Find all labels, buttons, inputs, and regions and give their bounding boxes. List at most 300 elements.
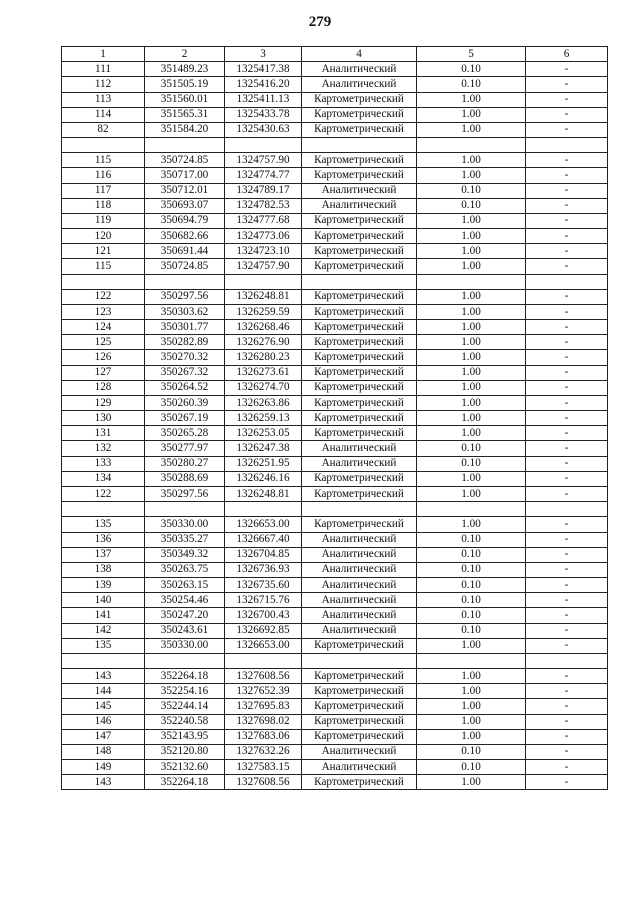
- table-row: [62, 684, 608, 699]
- table-cell: 123: [62, 304, 145, 319]
- table-cell: Аналитический: [302, 547, 417, 562]
- table-cell: -: [526, 395, 608, 410]
- table-row: [62, 517, 608, 532]
- table-cell: 114: [62, 107, 145, 122]
- table-row: [62, 578, 608, 593]
- table-row: [62, 107, 608, 122]
- table-cell: Картометрический: [302, 92, 417, 107]
- table-cell: 141: [62, 608, 145, 623]
- table-cell: 116: [62, 168, 145, 183]
- table-cell: 0.10: [417, 608, 526, 623]
- table-cell: 1324782.53: [225, 198, 302, 213]
- table-cell: 350280.27: [145, 456, 225, 471]
- table-cell: 139: [62, 578, 145, 593]
- table-cell: 352264.18: [145, 775, 225, 790]
- table-cell: 350270.32: [145, 350, 225, 365]
- table-cell: 1327608.56: [225, 775, 302, 790]
- table-cell: 1326268.46: [225, 320, 302, 335]
- table-cell: 1.00: [417, 304, 526, 319]
- empty-cell: [302, 274, 417, 289]
- empty-cell: [526, 274, 608, 289]
- group-separator-row: [62, 138, 608, 153]
- table-cell: 1.00: [417, 365, 526, 380]
- table-cell: 1.00: [417, 153, 526, 168]
- table-cell: 1.00: [417, 244, 526, 259]
- table-cell: Картометрический: [302, 775, 417, 790]
- empty-cell: [417, 274, 526, 289]
- header-cell: 5: [417, 47, 526, 62]
- table-row: [62, 168, 608, 183]
- table-cell: 350282.89: [145, 335, 225, 350]
- table-cell: 1.00: [417, 684, 526, 699]
- table-cell: 1326667.40: [225, 532, 302, 547]
- table-cell: 1326276.90: [225, 335, 302, 350]
- table-cell: 127: [62, 365, 145, 380]
- table-cell: -: [526, 760, 608, 775]
- table-cell: 1324723.10: [225, 244, 302, 259]
- table-cell: 1.00: [417, 335, 526, 350]
- table-cell: -: [526, 289, 608, 304]
- table-cell: 0.10: [417, 760, 526, 775]
- table-row: [62, 532, 608, 547]
- table-cell: 118: [62, 198, 145, 213]
- table-cell: 350243.61: [145, 623, 225, 638]
- empty-cell: [526, 138, 608, 153]
- table-row: [62, 593, 608, 608]
- table-cell: 350724.85: [145, 259, 225, 274]
- table-cell: 351505.19: [145, 77, 225, 92]
- table-cell: Картометрический: [302, 411, 417, 426]
- table-cell: 350277.97: [145, 441, 225, 456]
- table-cell: 115: [62, 153, 145, 168]
- table-cell: 0.10: [417, 578, 526, 593]
- table-cell: 350694.79: [145, 213, 225, 228]
- table-cell: Картометрический: [302, 259, 417, 274]
- table-cell: Картометрический: [302, 168, 417, 183]
- table-row: [62, 304, 608, 319]
- table-cell: -: [526, 304, 608, 319]
- table-cell: 350260.39: [145, 395, 225, 410]
- empty-cell: [302, 138, 417, 153]
- table-cell: 125: [62, 335, 145, 350]
- table-cell: Картометрический: [302, 380, 417, 395]
- table-cell: 350265.28: [145, 426, 225, 441]
- table-cell: -: [526, 517, 608, 532]
- table-cell: -: [526, 562, 608, 577]
- table-row: [62, 122, 608, 137]
- table-cell: 1.00: [417, 486, 526, 501]
- table-cell: 350717.00: [145, 168, 225, 183]
- table-cell: Аналитический: [302, 623, 417, 638]
- table-cell: 0.10: [417, 593, 526, 608]
- table-cell: -: [526, 684, 608, 699]
- table-row: [62, 259, 608, 274]
- table-cell: 1326259.59: [225, 304, 302, 319]
- table-cell: 137: [62, 547, 145, 562]
- table-cell: 1.00: [417, 729, 526, 744]
- table-cell: 128: [62, 380, 145, 395]
- table-cell: 1326248.81: [225, 486, 302, 501]
- table-cell: 1325411.13: [225, 92, 302, 107]
- table-cell: Картометрический: [302, 244, 417, 259]
- table-cell: 0.10: [417, 198, 526, 213]
- empty-cell: [145, 274, 225, 289]
- table-cell: -: [526, 456, 608, 471]
- table-row: [62, 213, 608, 228]
- table-cell: Картометрический: [302, 426, 417, 441]
- table-cell: 1.00: [417, 92, 526, 107]
- table-cell: 1327652.39: [225, 684, 302, 699]
- table-cell: 1326263.86: [225, 395, 302, 410]
- group-separator-row: [62, 502, 608, 517]
- table-cell: 0.10: [417, 456, 526, 471]
- table-cell: 133: [62, 456, 145, 471]
- table-cell: 350297.56: [145, 289, 225, 304]
- header-row: [62, 47, 608, 62]
- table-cell: Картометрический: [302, 638, 417, 653]
- table-cell: 1.00: [417, 107, 526, 122]
- table-row: [62, 608, 608, 623]
- table-cell: Картометрический: [302, 486, 417, 501]
- table-cell: Аналитический: [302, 744, 417, 759]
- table-cell: 135: [62, 517, 145, 532]
- table-cell: 0.10: [417, 441, 526, 456]
- table-cell: Картометрический: [302, 365, 417, 380]
- table-row: [62, 760, 608, 775]
- table-cell: 115: [62, 259, 145, 274]
- table-cell: 352254.16: [145, 684, 225, 699]
- empty-cell: [145, 653, 225, 668]
- table-cell: 1326247.38: [225, 441, 302, 456]
- table-cell: -: [526, 335, 608, 350]
- table-row: [62, 638, 608, 653]
- table-cell: 350349.32: [145, 547, 225, 562]
- table-cell: 350330.00: [145, 517, 225, 532]
- table-cell: 0.10: [417, 562, 526, 577]
- table-cell: 1.00: [417, 411, 526, 426]
- table-row: [62, 62, 608, 77]
- table-cell: 1.00: [417, 380, 526, 395]
- table-cell: 350712.01: [145, 183, 225, 198]
- table-cell: 122: [62, 289, 145, 304]
- table-cell: 121: [62, 244, 145, 259]
- table-row: [62, 229, 608, 244]
- table-row: [62, 714, 608, 729]
- table-row: [62, 335, 608, 350]
- table-cell: 1326653.00: [225, 517, 302, 532]
- table-cell: 350724.85: [145, 153, 225, 168]
- table-cell: 0.10: [417, 77, 526, 92]
- table-cell: 148: [62, 744, 145, 759]
- table-cell: 142: [62, 623, 145, 638]
- table-row: [62, 562, 608, 577]
- table-cell: 350301.77: [145, 320, 225, 335]
- table-cell: 351560.01: [145, 92, 225, 107]
- table-cell: 1326251.95: [225, 456, 302, 471]
- empty-cell: [302, 653, 417, 668]
- table-cell: 1.00: [417, 289, 526, 304]
- table-cell: 1326248.81: [225, 289, 302, 304]
- table-cell: 1.00: [417, 259, 526, 274]
- table-cell: 0.10: [417, 623, 526, 638]
- table-cell: Картометрический: [302, 471, 417, 486]
- table-cell: -: [526, 532, 608, 547]
- table-cell: 350297.56: [145, 486, 225, 501]
- table-cell: 352240.58: [145, 714, 225, 729]
- table-cell: 122: [62, 486, 145, 501]
- table-row: [62, 623, 608, 638]
- table-cell: 117: [62, 183, 145, 198]
- table-cell: -: [526, 365, 608, 380]
- table-cell: 1326735.60: [225, 578, 302, 593]
- table-cell: -: [526, 77, 608, 92]
- table-cell: Аналитический: [302, 532, 417, 547]
- table-cell: 1327683.06: [225, 729, 302, 744]
- table-cell: Картометрический: [302, 335, 417, 350]
- table-cell: Картометрический: [302, 517, 417, 532]
- table-cell: 1.00: [417, 213, 526, 228]
- table-cell: Аналитический: [302, 760, 417, 775]
- empty-cell: [225, 653, 302, 668]
- table-cell: 1326253.05: [225, 426, 302, 441]
- table-cell: 1.00: [417, 775, 526, 790]
- table-cell: Картометрический: [302, 213, 417, 228]
- table-cell: -: [526, 426, 608, 441]
- table-cell: 143: [62, 669, 145, 684]
- table-cell: -: [526, 593, 608, 608]
- table-cell: 126: [62, 350, 145, 365]
- table-cell: 350288.69: [145, 471, 225, 486]
- table-cell: -: [526, 578, 608, 593]
- table-cell: Картометрический: [302, 229, 417, 244]
- table-cell: 145: [62, 699, 145, 714]
- table-cell: -: [526, 699, 608, 714]
- table-cell: 135: [62, 638, 145, 653]
- table-cell: 350691.44: [145, 244, 225, 259]
- table-cell: 140: [62, 593, 145, 608]
- table-cell: Картометрический: [302, 729, 417, 744]
- table-cell: 0.10: [417, 183, 526, 198]
- group-separator-row: [62, 274, 608, 289]
- empty-cell: [302, 502, 417, 517]
- table-cell: 144: [62, 684, 145, 699]
- empty-cell: [225, 502, 302, 517]
- table-row: [62, 395, 608, 410]
- table-cell: 0.10: [417, 532, 526, 547]
- table-cell: -: [526, 92, 608, 107]
- table-row: [62, 729, 608, 744]
- table-cell: Картометрический: [302, 122, 417, 137]
- table-cell: Картометрический: [302, 669, 417, 684]
- table-cell: 1326700.43: [225, 608, 302, 623]
- table-cell: 143: [62, 775, 145, 790]
- table-cell: 1327698.02: [225, 714, 302, 729]
- table-row: [62, 456, 608, 471]
- table-cell: Аналитический: [302, 578, 417, 593]
- table-cell: Картометрический: [302, 304, 417, 319]
- table-cell: -: [526, 775, 608, 790]
- table-cell: Картометрический: [302, 699, 417, 714]
- table-cell: 352143.95: [145, 729, 225, 744]
- table-cell: 1327608.56: [225, 669, 302, 684]
- table-cell: -: [526, 623, 608, 638]
- table-row: [62, 775, 608, 790]
- empty-cell: [225, 274, 302, 289]
- table-cell: -: [526, 153, 608, 168]
- table-header: [62, 47, 608, 62]
- table-cell: 350303.62: [145, 304, 225, 319]
- table-cell: Картометрический: [302, 107, 417, 122]
- table-cell: 350264.52: [145, 380, 225, 395]
- table-body: [62, 62, 608, 790]
- table-cell: 1.00: [417, 699, 526, 714]
- table-cell: -: [526, 198, 608, 213]
- table-cell: 112: [62, 77, 145, 92]
- table-cell: 138: [62, 562, 145, 577]
- table-cell: 1326736.93: [225, 562, 302, 577]
- table-row: [62, 411, 608, 426]
- empty-cell: [526, 502, 608, 517]
- table-cell: -: [526, 486, 608, 501]
- table-cell: 1326653.00: [225, 638, 302, 653]
- table-cell: 120: [62, 229, 145, 244]
- table-cell: Картометрический: [302, 320, 417, 335]
- table-row: [62, 365, 608, 380]
- table-cell: -: [526, 229, 608, 244]
- table-row: [62, 441, 608, 456]
- table-cell: 1326246.16: [225, 471, 302, 486]
- table-cell: Картометрический: [302, 289, 417, 304]
- table-row: [62, 669, 608, 684]
- table-cell: -: [526, 744, 608, 759]
- table-row: [62, 380, 608, 395]
- table-cell: 82: [62, 122, 145, 137]
- table-cell: -: [526, 107, 608, 122]
- table-cell: 1.00: [417, 168, 526, 183]
- table-cell: Аналитический: [302, 198, 417, 213]
- table-cell: 1325416.20: [225, 77, 302, 92]
- table-row: [62, 547, 608, 562]
- table-cell: 111: [62, 62, 145, 77]
- table-cell: 1325417.38: [225, 62, 302, 77]
- table-cell: -: [526, 471, 608, 486]
- empty-cell: [526, 653, 608, 668]
- empty-cell: [417, 653, 526, 668]
- table-cell: 1326273.61: [225, 365, 302, 380]
- table-cell: 0.10: [417, 547, 526, 562]
- table-cell: 0.10: [417, 62, 526, 77]
- table-cell: 1326704.85: [225, 547, 302, 562]
- table-cell: -: [526, 669, 608, 684]
- table-row: [62, 183, 608, 198]
- table-cell: 1327695.83: [225, 699, 302, 714]
- header-cell: 1: [62, 47, 145, 62]
- empty-cell: [62, 653, 145, 668]
- empty-cell: [417, 138, 526, 153]
- table-cell: 1324789.17: [225, 183, 302, 198]
- table-cell: 113: [62, 92, 145, 107]
- table-cell: -: [526, 320, 608, 335]
- table-cell: Аналитический: [302, 77, 417, 92]
- table-cell: -: [526, 547, 608, 562]
- table-cell: 1.00: [417, 426, 526, 441]
- table-row: [62, 244, 608, 259]
- header-cell: 3: [225, 47, 302, 62]
- table-cell: 130: [62, 411, 145, 426]
- table-cell: 1326280.23: [225, 350, 302, 365]
- table-cell: 1.00: [417, 122, 526, 137]
- table-row: [62, 77, 608, 92]
- table-cell: 131: [62, 426, 145, 441]
- table-cell: 1324757.90: [225, 259, 302, 274]
- table-cell: -: [526, 244, 608, 259]
- table-row: [62, 198, 608, 213]
- empty-cell: [62, 274, 145, 289]
- table-cell: 1.00: [417, 714, 526, 729]
- empty-cell: [62, 138, 145, 153]
- empty-cell: [145, 138, 225, 153]
- table-cell: 351489.23: [145, 62, 225, 77]
- empty-cell: [417, 502, 526, 517]
- header-cell: 2: [145, 47, 225, 62]
- table-cell: 350263.15: [145, 578, 225, 593]
- table-cell: 352120.80: [145, 744, 225, 759]
- table-cell: -: [526, 380, 608, 395]
- table-cell: -: [526, 729, 608, 744]
- table-cell: -: [526, 411, 608, 426]
- table-cell: Аналитический: [302, 62, 417, 77]
- table-cell: 1.00: [417, 471, 526, 486]
- table-row: [62, 92, 608, 107]
- table-cell: 1327583.15: [225, 760, 302, 775]
- table-cell: 350330.00: [145, 638, 225, 653]
- table-row: [62, 289, 608, 304]
- table-cell: Аналитический: [302, 183, 417, 198]
- table-cell: 350335.27: [145, 532, 225, 547]
- table-cell: 1324757.90: [225, 153, 302, 168]
- table-cell: 1325433.78: [225, 107, 302, 122]
- table-cell: 352132.60: [145, 760, 225, 775]
- table-cell: 1326692.85: [225, 623, 302, 638]
- table-cell: 1325430.63: [225, 122, 302, 137]
- table-cell: 147: [62, 729, 145, 744]
- page-number: 279: [308, 14, 332, 30]
- table-cell: Аналитический: [302, 608, 417, 623]
- table-cell: 129: [62, 395, 145, 410]
- table-row: [62, 744, 608, 759]
- table-cell: Картометрический: [302, 714, 417, 729]
- table-cell: 1326259.13: [225, 411, 302, 426]
- table-cell: -: [526, 168, 608, 183]
- table-cell: -: [526, 638, 608, 653]
- table-cell: Картометрический: [302, 395, 417, 410]
- table-row: [62, 699, 608, 714]
- table-cell: 134: [62, 471, 145, 486]
- table-cell: -: [526, 213, 608, 228]
- table-cell: 350267.19: [145, 411, 225, 426]
- table-cell: -: [526, 714, 608, 729]
- table-cell: 136: [62, 532, 145, 547]
- table-cell: 1324777.68: [225, 213, 302, 228]
- table-cell: 119: [62, 213, 145, 228]
- empty-cell: [62, 502, 145, 517]
- table-cell: -: [526, 259, 608, 274]
- table-cell: 1.00: [417, 669, 526, 684]
- table-cell: 0.10: [417, 744, 526, 759]
- table-cell: 146: [62, 714, 145, 729]
- table-cell: 352264.18: [145, 669, 225, 684]
- group-separator-row: [62, 653, 608, 668]
